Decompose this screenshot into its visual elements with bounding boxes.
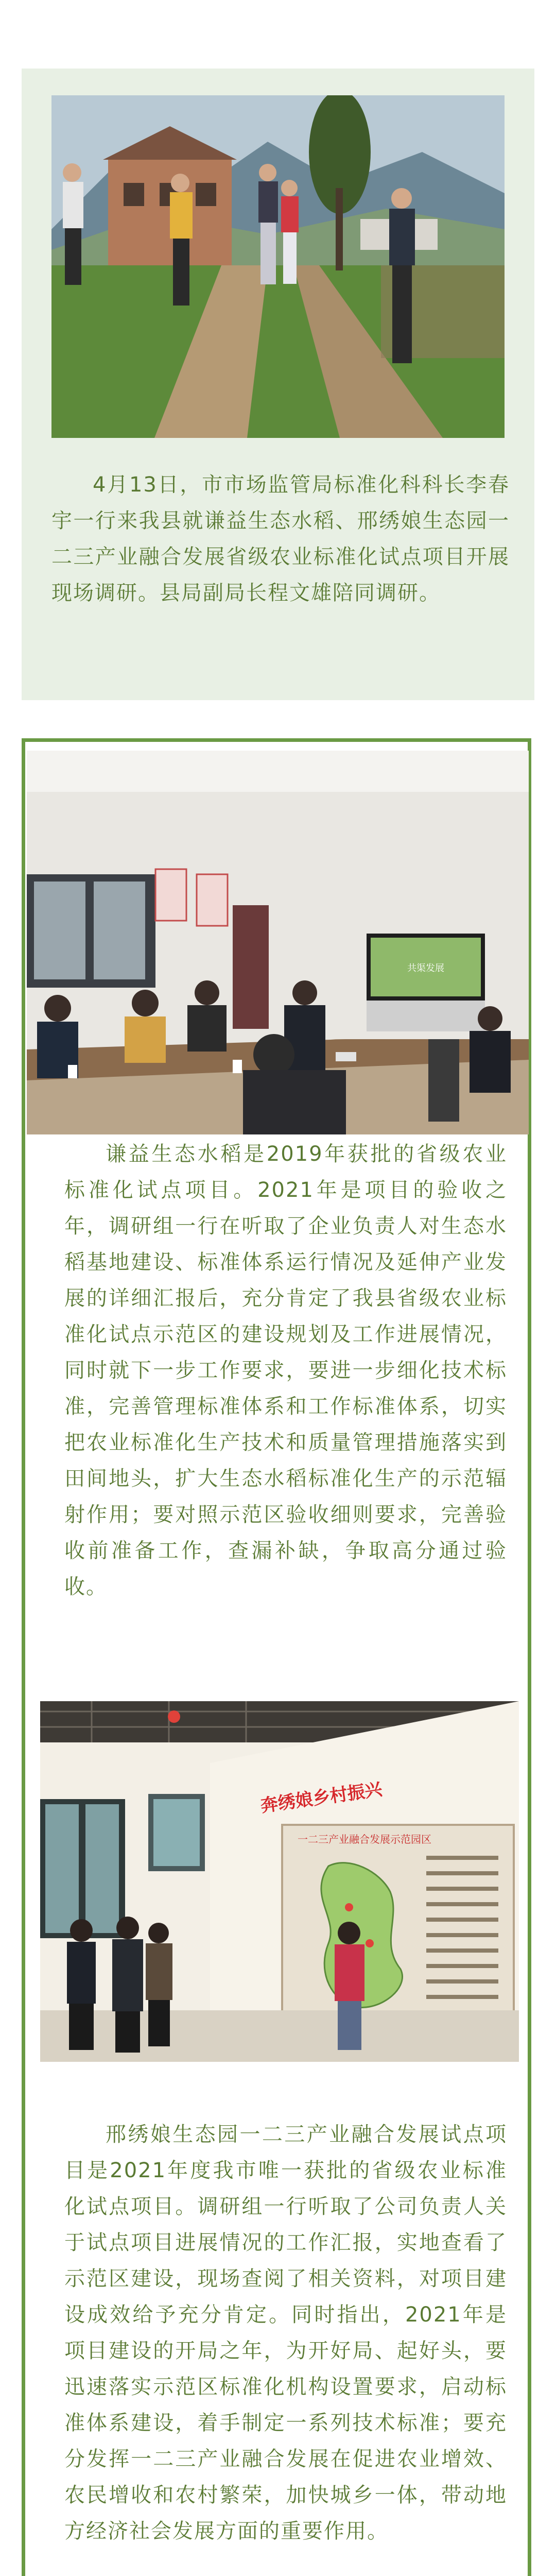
intro-paragraph: 4月13日，市市场监管局标准化科科长李春宇一行来我县就谦益生态水稻、邢绣娘生态园一二三产业融合发展省级农业标准化试点项目开展现场调研。县局副局长程文雄陪同调研。 (51, 473, 510, 605)
rice-project-paragraph: 谦益生态水稻是2019年获批的省级农业标准化试点项目。2021年是项目的验收之年，调研组一行在听取了企业负责人对生态水稻基地建设、标准体系运行情况及延伸产业发展的详细汇报后，充分肯定了我县省级农业标准化试点示范区的建设规划及工作进展情况，同时就下一步工作要求，要进一步细化技术标准，完善管理标准体系和工作标准体系，切实把农业标准化生产技术和质量管理措施落实到田间地头，扩大生态水稻标准化生产的示范辐射作用；要对照示范区验收细则要求，完善验收前准备工作，查漏补缺，争取高分通过验收。 (64, 1142, 507, 1599)
meeting-screen-banner: 共渠发展 (407, 963, 444, 973)
ecopark-project-paragraph: 邢绣娘生态园一二三产业融合发展试点项目是2021年度我市唯一获批的省级农业标准化试点项目。调研组一行听取了公司负责人关于试点项目进展情况的工作汇报，实地查看了示范区建设，现场查阅了相关资料，对项目建设成效给予充分肯定。同时指出，2021年是项目建设的开局之年，为开好局、起好头，要迅速落实示范区标准化机构设置要求，启动标准体系建设，着手制定一系列技术标准；要充分发挥一二三产业融合发展在促进农业增效、农民增收和农村繁荣，加快城乡一体，带动地方经济社会发展方面的重要作用。 (64, 2123, 507, 2543)
meeting-room-photo (27, 751, 529, 1134)
field-visit-photo (51, 95, 505, 438)
exhibition-hall-photo (40, 1701, 519, 2062)
map-title-text: 一二三产业融合发展示范园区 (298, 1834, 431, 1845)
map-banner-text: 奔绣娘乡村振兴 (259, 1780, 384, 1816)
